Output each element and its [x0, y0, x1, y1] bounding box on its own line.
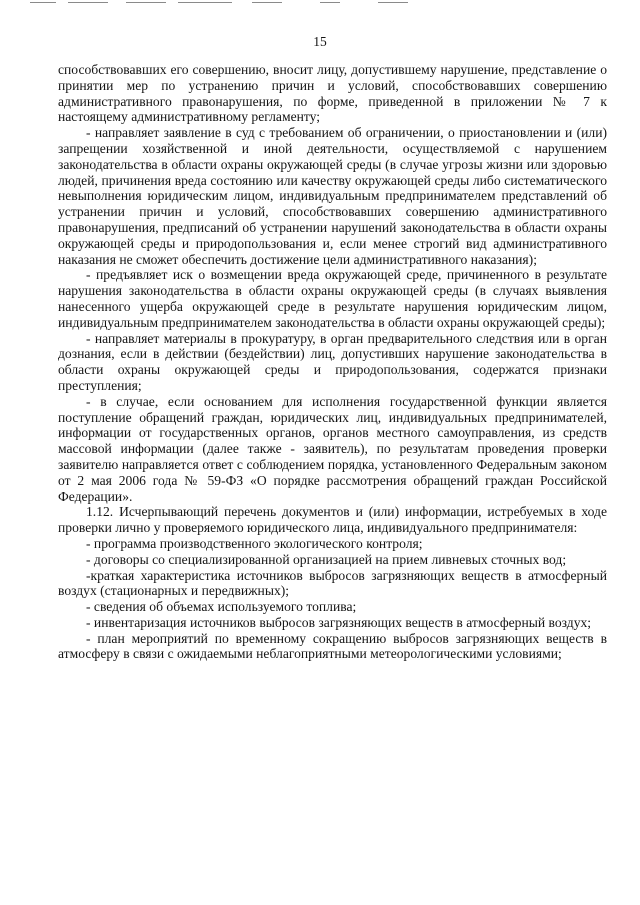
list-item: - программа производственного экологического контроля;	[86, 535, 423, 551]
paragraph: - направляет материалы в прокуратуру, в орган предварительного следствия или в орган дознания, если в действии (бездействии) лиц, допустивших нарушение законодательства в области охраны окружающей среды и природопользования, содержатся признаки преступления;	[58, 330, 607, 393]
paragraph: - в случае, если основанием для исполнения государственной функции является поступление обращений граждан, юридических лиц, индивидуальных предпринимателей, информации от государственных органов, органов местного самоуправления, из средств массовой информации (далее также - заявитель), по результатам проведения проверки заявителю направляется ответ с соблюдением порядка, установленного Федеральным законом от 2 мая 2006 года № 59-ФЗ «О порядке рассмотрения обращений граждан Российской Федерации».	[58, 393, 607, 504]
section-1-12-paragraph: 1.12. Исчерпывающий перечень документов и (или) информации, истребуемых в ходе проверки лично у проверяемого юридического лица, индивидуального предпринимателя:	[58, 504, 607, 536]
list-item: - план мероприятий по временному сокращению выбросов загрязняющих веществ в атмосферу в связи с ожидаемыми неблагоприятными метеорологическими условиями;	[58, 630, 607, 662]
paragraph: - направляет заявление в суд с требованием об ограничении, о приостановлении и (или) запрещении хозяйственной и иной деятельности, осуществляемой с нарушением законодательства в области охраны окружающей среды (в случае угрозы жизни или здоровью людей, причинения вреда состоянию или качеству окружающей среды либо систематического невыполнения юридическим лицом, индивидуальным предпринимателем представлений об устранении причин и условий, способствовавших совершению административного правонарушения, предписаний об устранении нарушений законодательства в области охраны окружающей среды и природопользования и, если менее строгий вид административного наказания не сможет обеспечить достижение цели административного наказания);	[58, 125, 607, 267]
page-number: 15	[313, 34, 327, 49]
list-item: - договоры со специализированной организацией на прием ливневых сточных вод;	[86, 551, 567, 567]
list-item: - сведения об объемах используемого топлива;	[86, 599, 357, 615]
paragraph: - предъявляет иск о возмещении вреда окружающей среде, причиненного в результате нарушения законодательства в области охраны окружающей среды (в случаях выявления нанесенного ущерба окружающей среде в результате нарушения юридическим лицом, индивидуальным предпринимателем законодательства в области охраны окружающей среды);	[58, 267, 607, 330]
scan-top-edge-marks	[30, 0, 590, 6]
paragraph: способствовавших его совершению, вносит лицу, допустившему нарушение, представление о принятии мер по устранению причин и условий, способствовавших совершению административного правонарушения, по форме, приведенной в приложении № 7 к настоящему административному регламенту;	[58, 62, 607, 125]
list-item: - инвентаризация источников выбросов загрязняющих веществ в атмосферный воздух;	[86, 614, 592, 630]
list-item: -краткая характеристика источников выбросов загрязняющих веществ в атмосферный воздух (стационарных и передвижных);	[58, 567, 607, 599]
document-body	[58, 62, 607, 662]
